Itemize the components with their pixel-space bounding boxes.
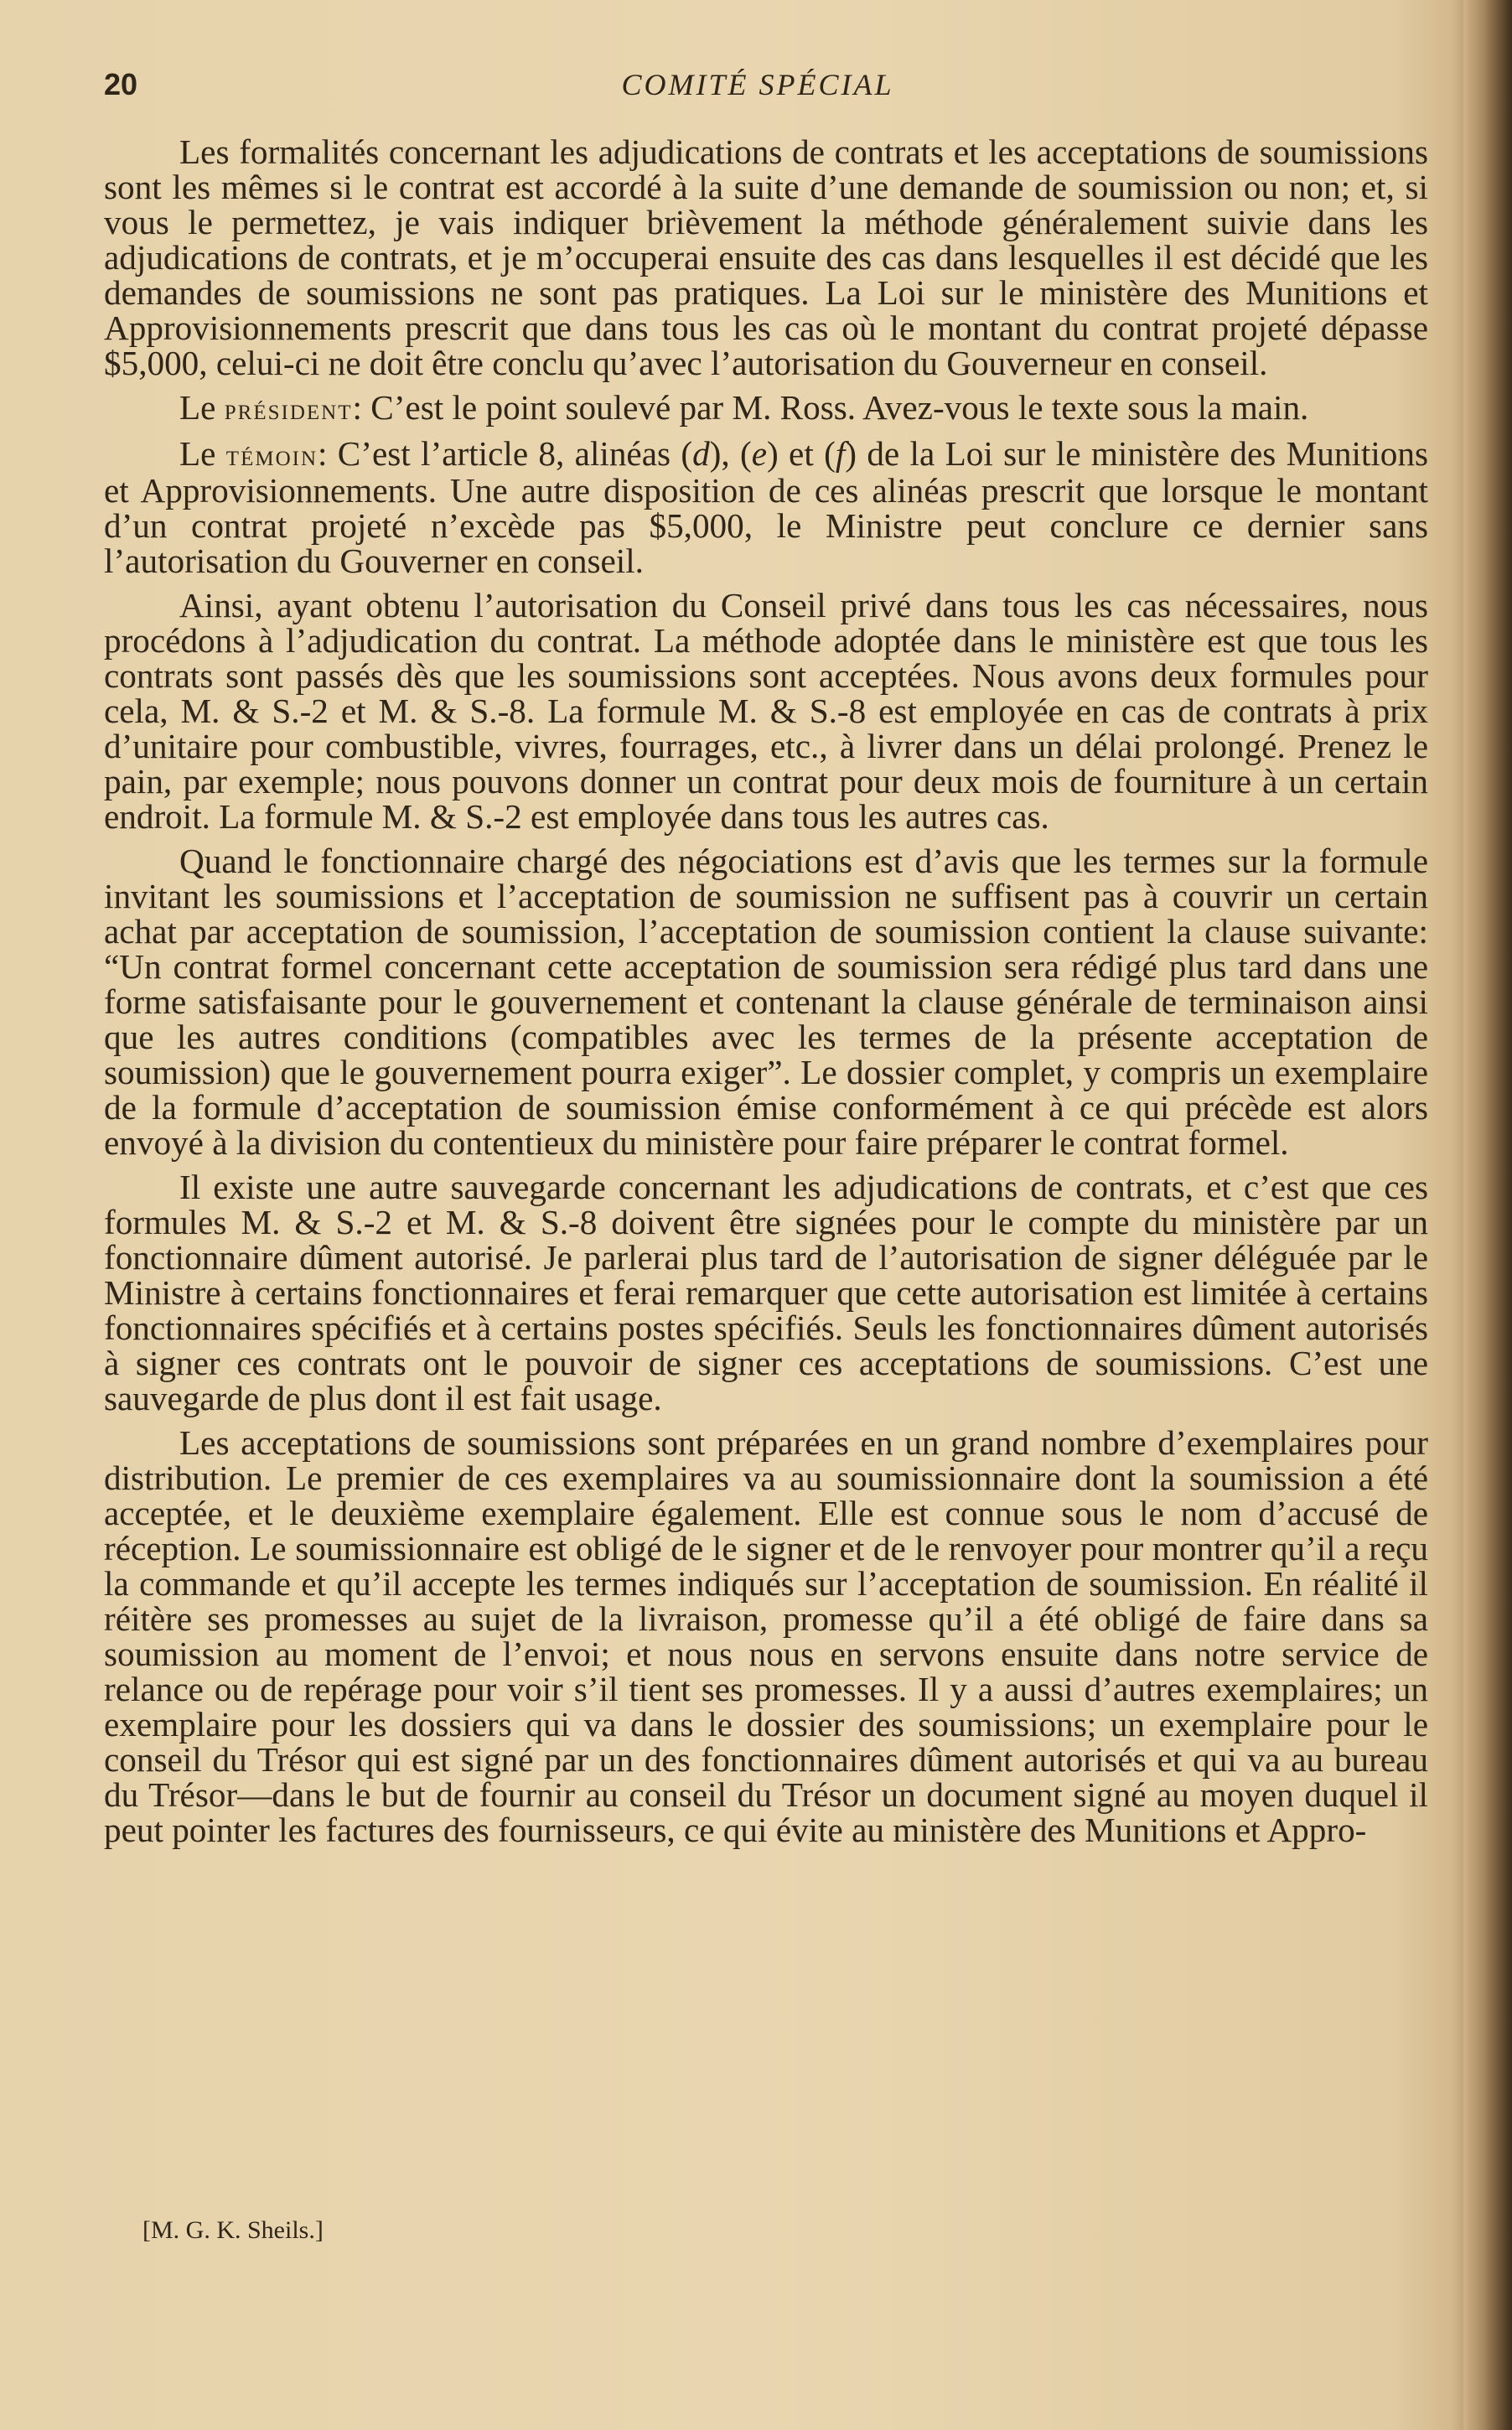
- paragraph-3-text-4: ) de la Loi sur le ministère des Munitions et Approvisionnements. Une autre disposition de ces alinéas prescrit que lorsque le montant d’un contrat projeté n’excède pas $5,000, le Ministre peut conclure ce dernier sans l’autorisation du Gouverner en conseil.: [104, 434, 1429, 580]
- running-title: COMITÉ SPÉCIAL: [621, 68, 894, 101]
- body-text: [104, 134, 1428, 1857]
- speaker-witness: témoin: [225, 438, 318, 472]
- paragraph-2: [104, 390, 1428, 427]
- paragraph-3-text-1: : C’est l’article 8, alinéas (: [318, 434, 693, 473]
- page-header: [104, 67, 1411, 117]
- speaker-president: président: [224, 392, 353, 426]
- paragraph-3-text-3: ) et (: [767, 434, 836, 473]
- page-number: 20: [104, 67, 138, 101]
- paragraph-7: Les acceptations de soumissions sont préparées en un grand nombre d’exemplaires pour distribution. Le premier de ces exemplaires va au soumissionnaire dont la soumission a été acceptée, et le deuxième exemplaire également. Elle est connue sous le nom d’accusé de réception. Le soumissionnaire est obligé de le signer et de le renvoyer pour montrer qu’il a reçu la commande et qu’il accepte les termes indiqués sur l’acceptation de soumission. En réalité il réitère ses promesses au sujet de la livraison, promesse qu’il a été obligé de faire dans sa soumission au moment de l’envoi; et nous nous en servons ensuite dans notre service de relance ou de repérage pour voir s’il tient ses promesses. Il y a aussi d’autres exemplaires; un exemplaire pour les dossiers qui va dans le dossier des soumissions; un exemplaire pour le conseil du Trésor qui est signé par un des fonctionnaires dûment autorisés et qui va au bureau du Trésor—dans le but de fournir au conseil du Trésor un document signé au moyen duquel il peut pointer les factures des fournisseurs, ce qui évite au ministère des Munitions et Appro-: [104, 1423, 1428, 1849]
- paragraph-3-lead: Le: [179, 434, 216, 473]
- reporter-initials: [M. G. K. Sheils.]: [142, 2216, 324, 2244]
- paragraph-4: Ainsi, ayant obtenu l’autorisation du Conseil privé dans tous les cas nécessaires, nous procédons à l’adjudication du contrat. La méthode adoptée dans le ministère est que tous les contrats sont passés dès que les soumissions sont acceptées. Nous avons deux formules pour cela, M. & S.-2 et M. & S.-8. La formule M. & S.-8 est employée en cas de contrats à prix d’unitaire pour combustible, vivres, fourrages, etc., à livrer dans un délai prolongé. Prenez le pain, par exemple; nous pouvons donner un contrat pour deux mois de fourniture à un certain endroit. La formule M. & S.-2 est employée dans tous les autres cas.: [104, 586, 1428, 836]
- alinea-e: e: [751, 434, 767, 473]
- paragraph-1: Les formalités concernant les adjudications de contrats et les acceptations de soumissions sont les mêmes si le contrat est accordé à la suite d’une demande de soumission ou non; et, si vous le permettez, je vais indiquer brièvement la méthode généralement suivie dans les adjudications de contrats, et je m’occuperai ensuite des cas dans lesquelles il est décidé que les demandes de soumissions ne sont pas pratiques. La Loi sur le ministère des Munitions et Approvisionnements prescrit que dans tous les cas où le montant du contrat projeté dépasse $5,000, celui-ci ne doit être conclu qu’avec l’autorisation du Gouverneur en conseil.: [104, 132, 1428, 382]
- paragraph-3-text-2: ), (: [709, 434, 752, 473]
- paragraph-2-text: : C’est le point soulevé par M. Ross. Avez-vous le texte sous la main.: [352, 388, 1309, 427]
- paragraph-2-lead: Le: [179, 388, 216, 427]
- book-binding-shadow: [1463, 0, 1512, 2430]
- paragraph-3: [104, 436, 1428, 578]
- alinea-f: f: [835, 434, 846, 473]
- paragraph-5: Quand le fonctionnaire chargé des négociations est d’avis que les termes sur la formule invitant les soumissions et l’acceptation de soumission ne suffisent pas à couvrir un certain achat par acceptation de soumission, l’acceptation de soumission contient la clause suivante: “Un contrat formel concernant cette acceptation de soumission sera rédigé plus tard dans une forme satisfaisante pour le gouvernement et contenant la clause générale de terminaison ainsi que les autres conditions (compatibles avec les termes de la présente acceptation de soumission) que le gouvernement pourra exiger”. Le dossier complet, y compris un exemplaire de la formule d’acceptation de soumission émise conformément à ce qui précède est alors envoyé à la division du contentieux du ministère pour faire préparer le contrat formel.: [104, 842, 1428, 1162]
- alinea-d: d: [692, 434, 710, 473]
- paragraph-6: Il existe une autre sauvegarde concernant les adjudications de contrats, et c’est que ces formules M. & S.-2 et M. & S.-8 doivent être signées pour le compte du ministère par un fonctionnaire dûment autorisé. Je parlerai plus tard de l’autorisation de signer déléguée par le Ministre à certains fonctionnaires et ferai remarquer que cette autorisation est limitée à certains fonctionnaires spécifiés et à certains postes spécifiés. Seuls les fonctionnaires dûment autorisés à signer ces contrats ont le pouvoir de signer ces acceptations de soumissions. C’est une sauvegarde de plus dont il est fait usage.: [104, 1168, 1428, 1417]
